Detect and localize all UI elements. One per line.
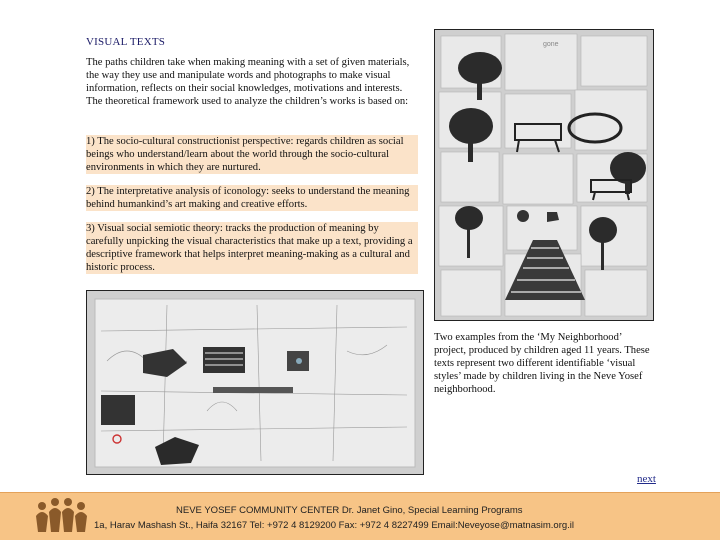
point-3-paragraph: 3) Visual social semiotic theory: tracks the production of meaning by carefully unpicking the visual characteristics that make up a text, providing a descriptive framework that helps interpret meaning-making as a cultural and historic process. xyxy=(86,222,418,274)
collage-image-right xyxy=(434,29,654,321)
collage-caption: Two examples from the ‘My Neighborhood’ project, produced by children aged 11 years. These texts represent two different identifiable ‘visual styles’ made by children living in the Neve Yosef neighborhood. xyxy=(434,332,650,395)
page-heading: VISUAL TEXTS xyxy=(86,36,166,48)
footer-line-2: 1a, Harav Mashash St., Haifa 32167 Tel: +972 4 8129200 Fax: +972 4 8227499 Email:Neveyose@matnasim.org.il xyxy=(94,520,575,531)
footer-bar xyxy=(0,492,720,540)
footer-line-1: NEVE YOSEF COMMUNITY CENTER Dr. Janet Gino, Special Learning Programs xyxy=(176,505,523,516)
collage-image-left xyxy=(86,290,424,475)
point-1-paragraph: 1) The socio-cultural constructionist perspective: regards children as social beings who understand/learn about the world through the socio-cultural environments in which they are nurtured. xyxy=(86,135,418,174)
collage-artwork-right xyxy=(435,30,653,320)
svg-text:gone: gone xyxy=(543,41,559,48)
people-logo-icon xyxy=(34,496,88,536)
intro-paragraph: The paths children take when making meaning with a set of given materials, the way they use and manipulate words and photographs to make visual information, reflects on their social knowledges, motivations and interests. The theoretical framework used to analyze the children’s works is based on: xyxy=(86,57,410,107)
collage-artwork-left xyxy=(87,291,423,474)
next-link[interactable]: next xyxy=(637,473,656,485)
footer-divider xyxy=(0,492,720,493)
point-2-paragraph: 2) The interpretative analysis of iconology: seeks to understand the meaning behind humankind’s art making and creative efforts. xyxy=(86,185,418,211)
community-center-logo xyxy=(34,496,88,541)
